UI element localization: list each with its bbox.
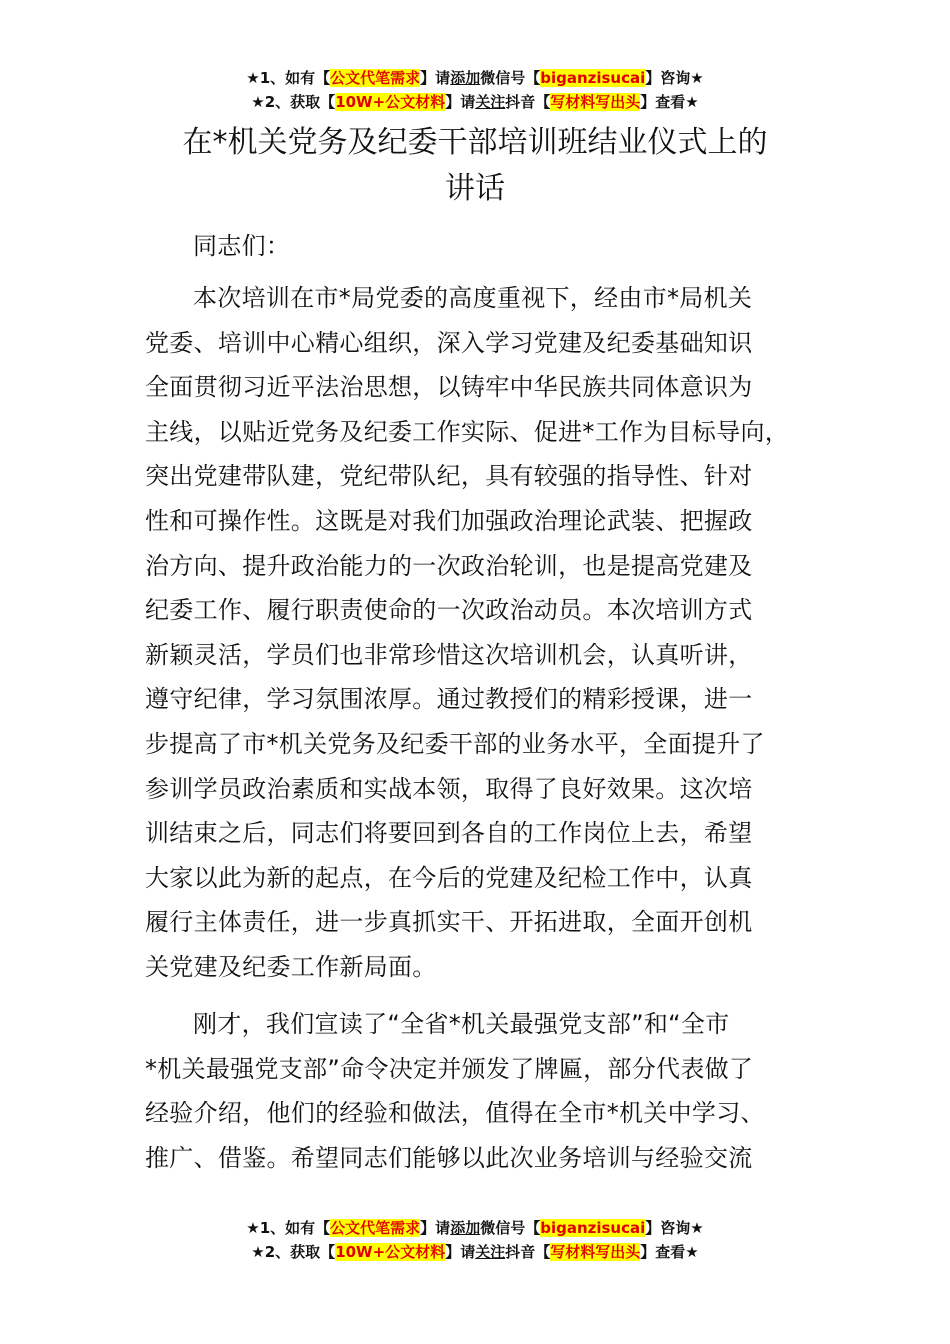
paragraph-line: 新颖灵活，学员们也非常珍惜这次培训机会，认真听讲， <box>145 640 753 669</box>
promo-douyin-id: 写材料写出头 <box>550 1243 641 1261</box>
promo-text: ★1、如有【 <box>246 1219 331 1237</box>
promo-wechat-id: biganzisucai <box>540 1219 646 1237</box>
promo-text: 抖音【 <box>505 1243 551 1261</box>
footer-promo-banner <box>0 1216 950 1264</box>
paragraph-line: 刚才，我们宣读了“全省*机关最强党支部”和“全市 <box>193 1010 730 1038</box>
paragraph-line: 训结束之后，同志们将要回到各自的工作岗位上去，希望 <box>145 819 753 848</box>
promo-highlight: 10W+公文材料 <box>335 93 446 111</box>
paragraph-2 <box>145 1002 825 1180</box>
promo-line-1 <box>0 66 950 90</box>
paragraph-line: 参训学员政治素质和实战本领，取得了良好效果。这次培 <box>145 774 753 803</box>
promo-text: 】请 <box>420 1219 451 1237</box>
paragraph-line: 本次培训在市*局党委的高度重视下，经由市*局机关 <box>193 284 753 312</box>
paragraph-line: 推广、借鉴。希望同志们能够以此次业务培训与经验交流 <box>145 1143 753 1172</box>
promo-text: 】请 <box>420 69 451 87</box>
promo-text: 】请 <box>445 1243 476 1261</box>
promo-text: 】咨询★ <box>645 1219 704 1237</box>
paragraph-line: *机关最强党支部”命令决定并颁发了牌匾，部分代表做了 <box>145 1054 754 1083</box>
paragraph-line: 纪委工作、履行职责使命的一次政治动员。本次培训方式 <box>145 596 753 625</box>
salutation: 同志们： <box>193 232 291 260</box>
promo-text: 】查看★ <box>640 1243 699 1261</box>
promo-text: 】请 <box>445 93 476 111</box>
promo-text: 微信号【 <box>480 69 541 87</box>
paragraph-line: 党委、培训中心精心组织，深入学习党建及纪委基础知识 <box>145 328 753 357</box>
paragraph-line: 关党建及纪委工作新局面。 <box>145 952 437 981</box>
paragraph-line: 治方向、提升政治能力的一次政治轮训，也是提高党建及 <box>145 551 753 580</box>
paragraph-line: 主线，以贴近党务及纪委工作实际、促进*工作为目标导向， <box>145 417 790 446</box>
promo-underlined: 关注 <box>475 1243 506 1261</box>
promo-text: ★1、如有【 <box>246 69 331 87</box>
paragraph-1 <box>145 276 825 990</box>
promo-underlined: 关注 <box>475 93 506 111</box>
promo-text: ★2、获取【 <box>251 1243 336 1261</box>
promo-highlight: 10W+公文材料 <box>335 1243 446 1261</box>
paragraph-line: 全面贯彻习近平法治思想，以铸牢中华民族共同体意识为 <box>145 373 753 402</box>
paragraph-line: 履行主体责任，进一步真抓实干、开拓进取，全面开创机 <box>145 908 753 937</box>
promo-text: 】咨询★ <box>645 69 704 87</box>
promo-line-2 <box>0 90 950 114</box>
paragraph-line: 经验介绍，他们的经验和做法，值得在全市*机关中学习、 <box>145 1099 765 1128</box>
promo-text: 抖音【 <box>505 93 551 111</box>
promo-douyin-id: 写材料写出头 <box>550 93 641 111</box>
paragraph-line: 突出党建带队建，党纪带队纪，具有较强的指导性、针对 <box>145 462 753 491</box>
promo-line-1 <box>0 1216 950 1240</box>
promo-highlight: 公文代笔需求 <box>330 69 421 87</box>
paragraph-line: 遵守纪律，学习氛围浓厚。通过教授们的精彩授课，进一 <box>145 685 753 714</box>
title-line-2: 讲话 <box>445 171 505 206</box>
header-promo-banner <box>0 66 950 114</box>
promo-text: ★2、获取【 <box>251 93 336 111</box>
promo-highlight: 公文代笔需求 <box>330 1219 421 1237</box>
paragraph-line: 步提高了市*机关党务及纪委干部的业务水平，全面提升了 <box>145 729 765 758</box>
title-line-1: 在*机关党务及纪委干部培训班结业仪式上的 <box>182 125 768 160</box>
promo-underlined: 添加 <box>450 69 481 87</box>
promo-text: 微信号【 <box>480 1219 541 1237</box>
document-title <box>100 120 850 212</box>
promo-line-2 <box>0 1240 950 1264</box>
promo-text: 】查看★ <box>640 93 699 111</box>
paragraph-line: 性和可操作性。这既是对我们加强政治理论武装、把握政 <box>145 506 753 535</box>
promo-wechat-id: biganzisucai <box>540 69 646 87</box>
promo-underlined: 添加 <box>450 1219 481 1237</box>
paragraph-line: 大家以此为新的起点，在今后的党建及纪检工作中，认真 <box>145 863 753 892</box>
